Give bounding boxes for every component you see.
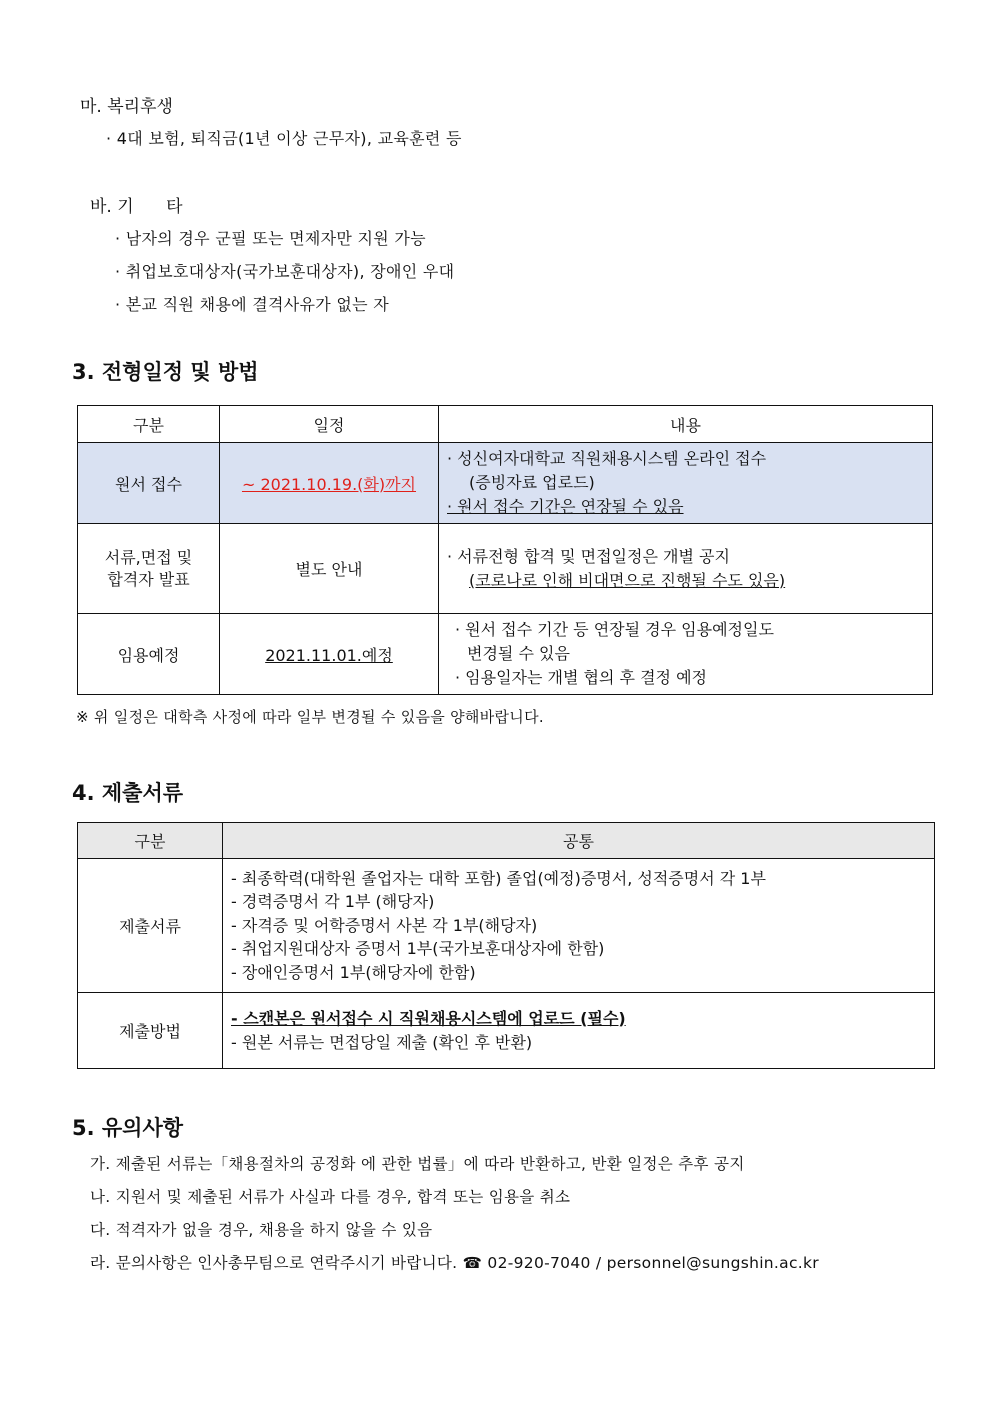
etc-heading: 바. 기 타 — [90, 197, 183, 217]
appointment-date: 2021.11.01.예정 — [265, 645, 393, 665]
document-line: - 최종학력(대학원 졸업자는 대학 포함) 졸업(예정)증명서, 성적증명서 각 1부 — [231, 868, 766, 888]
content-line-underlined: · 원서 접수 기간은 연장될 수 있음 — [447, 497, 684, 516]
content-line — [447, 495, 932, 519]
category-line: 서류,면접 및 — [104, 547, 193, 567]
row-category: 원서 접수 — [78, 443, 220, 524]
row-content — [223, 859, 935, 993]
content-line: · 성신여자대학교 직원채용시스템 온라인 접수 — [447, 449, 767, 468]
document-line: - 장애인증명서 1부(해당자에 한함) — [231, 962, 476, 982]
content-line: · 원서 접수 기간 등 연장될 경우 임용예정일도 — [455, 620, 774, 639]
submission-line — [231, 1007, 934, 1031]
row-content — [439, 614, 933, 695]
row-schedule — [220, 614, 439, 695]
table-row — [78, 993, 935, 1069]
table-row — [78, 443, 933, 524]
row-category — [78, 524, 220, 614]
etc-item: · 취업보호대상자(국가보훈대상자), 장애인 우대 — [115, 262, 455, 281]
section3-title: 3. 전형일정 및 방법 — [72, 360, 259, 384]
deadline-text: ~ 2021.10.19.(화)까지 — [241, 474, 417, 494]
document-line: - 자격증 및 어학증명서 사본 각 1부(해당자) — [231, 915, 538, 935]
documents-table — [77, 822, 935, 1069]
header-category: 구분 — [78, 823, 223, 859]
content-line: 변경될 수 있음 — [467, 644, 570, 663]
welfare-item: · 4대 보험, 퇴직금(1년 이상 근무자), 교육훈련 등 — [106, 129, 462, 148]
content-line — [447, 569, 932, 593]
welfare-heading: 마. 복리후생 — [80, 97, 173, 117]
header-common: 공통 — [223, 823, 935, 859]
content-line: (증빙자료 업로드) — [469, 473, 595, 492]
etc-item: · 본교 직원 채용에 결격사유가 없는 자 — [115, 295, 390, 314]
schedule-table — [77, 405, 933, 695]
notice-item: 가. 제출된 서류는「채용절차의 공정화 에 관한 법률」에 따라 반환하고, 반환 일정은 추후 공지 — [90, 1155, 745, 1173]
documents-header-row — [78, 823, 935, 859]
category-line: 합격자 발표 — [107, 569, 190, 589]
header-category: 구분 — [78, 406, 220, 443]
section4-title: 4. 제출서류 — [72, 781, 184, 805]
row-schedule — [220, 443, 439, 524]
notice-item: 라. 문의사항은 인사총무팀으로 연락주시기 바랍니다. ☎ 02-920-7040 / personnel@sungshin.ac.kr — [90, 1254, 819, 1272]
row-content — [223, 993, 935, 1069]
row-content — [439, 443, 933, 524]
row-category: 임용예정 — [78, 614, 220, 695]
document-line: - 경력증명서 각 1부 (해당자) — [231, 892, 435, 912]
content-line-underlined: (코로나로 인해 비대면으로 진행될 수도 있음) — [469, 570, 786, 590]
table-row — [78, 614, 933, 695]
section5-title: 5. 유의사항 — [72, 1116, 184, 1140]
submission-line: - 원본 서류는 면접당일 제출 (확인 후 반환) — [231, 1032, 533, 1052]
notice-item: 다. 적격자가 없을 경우, 채용을 하지 않을 수 있음 — [90, 1221, 433, 1239]
header-schedule: 일정 — [220, 406, 439, 443]
content-line: · 서류전형 합격 및 면접일정은 개별 공지 — [447, 546, 730, 566]
etc-item: · 남자의 경우 군필 또는 면제자만 지원 가능 — [115, 229, 426, 248]
table-row — [78, 524, 933, 614]
schedule-note: ※ 위 일정은 대학측 사정에 따라 일부 변경될 수 있음을 양해바랍니다. — [76, 708, 544, 726]
submission-line-underlined: - 스캔본은 원서접수 시 직원채용시스템에 업로드 (필수) — [231, 1008, 626, 1028]
row-category: 제출서류 — [78, 859, 223, 993]
notice-item: 나. 지원서 및 제출된 서류가 사실과 다를 경우, 합격 또는 임용을 취소 — [90, 1188, 571, 1206]
row-content — [439, 524, 933, 614]
header-content: 내용 — [439, 406, 933, 443]
row-schedule: 별도 안내 — [220, 524, 439, 614]
document-line: - 취업지원대상자 증명서 1부(국가보훈대상자에 한함) — [231, 939, 605, 959]
schedule-header-row — [78, 406, 933, 443]
row-category: 제출방법 — [78, 993, 223, 1069]
table-row — [78, 859, 935, 993]
content-line: · 임용일자는 개별 협의 후 결정 예정 — [455, 668, 707, 687]
